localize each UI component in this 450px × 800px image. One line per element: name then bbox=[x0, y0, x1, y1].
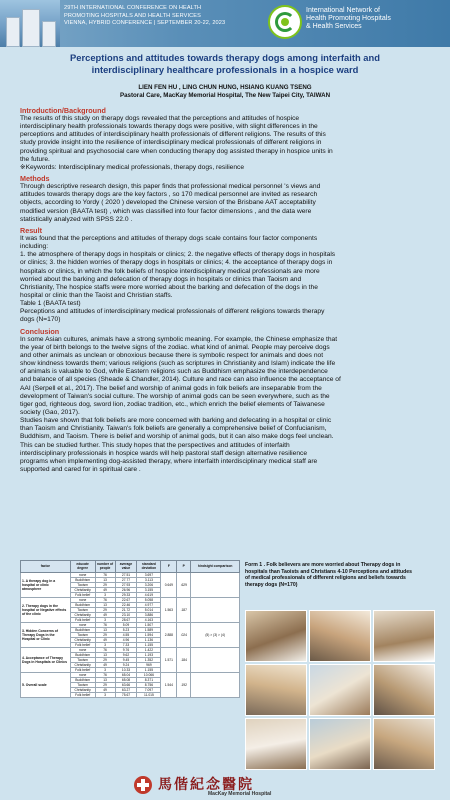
conclusion-line: development of Taiwan's social culture. The worship of animal gods can be seen everywhere, such as the bbox=[20, 392, 330, 400]
table-cell: 3.886 bbox=[137, 613, 161, 618]
poster-title bbox=[20, 52, 430, 76]
table-cell: 969 bbox=[137, 663, 161, 668]
keywords-line: ※Keywords: Interdisciplinary medical professionals, therapy dogs, resilience bbox=[20, 163, 245, 171]
table-cell: 4.619 bbox=[137, 593, 161, 598]
table-cell: 3 bbox=[95, 618, 115, 623]
conclusion-line: AAI (Serpell et al., 2017). The belief and worship of animal gods in folk beliefs are inseparable from the bbox=[20, 384, 322, 392]
p-value-cell: .629 bbox=[177, 573, 191, 598]
table-cell: Buddhism bbox=[70, 603, 95, 608]
hospital-chinese-name: 馬偕紀念醫院 bbox=[158, 777, 254, 793]
result-line: Christianity, The hospice staffs were more worried about the barking and defecation of the dogs in the bbox=[20, 283, 318, 291]
table-cell: 76 bbox=[95, 598, 115, 603]
table-cell: 1.136 bbox=[137, 638, 161, 643]
table-cell: 76 bbox=[95, 673, 115, 678]
table-cell: Folk belief bbox=[70, 668, 95, 673]
table-cell: Folk belief bbox=[70, 618, 95, 623]
table-cell: 1.193 bbox=[137, 653, 161, 658]
table-cell: 3.206 bbox=[137, 583, 161, 588]
therapy-dog-photo bbox=[245, 664, 307, 716]
table-cell: Christianity bbox=[70, 663, 95, 668]
result-line: It was found that the perceptions and attitudes of therapy dogs scale contains four factor components bbox=[20, 234, 318, 242]
table-cell: none bbox=[70, 598, 95, 603]
table-cell: 3 bbox=[95, 643, 115, 648]
table-cell: Taoism bbox=[70, 683, 95, 688]
conclusion-line: Studies have shown that folk beliefs are more concerned with barking and defecating in a hospital or clinic bbox=[20, 417, 332, 425]
f-value-cell: 1.563 bbox=[161, 598, 177, 623]
result-line: hospitals or clinics, in which the folk beliefs of hospice interdisciplinary medical professionals are more bbox=[20, 267, 320, 275]
table-cell: 13 bbox=[95, 653, 115, 658]
conference-line: VIENNA, HYBRID CONFERENCE | SEPTEMBER 20-22, 2023 bbox=[64, 20, 226, 27]
table-cell: 1.422 bbox=[137, 648, 161, 653]
col-header: hindsight comparison bbox=[191, 561, 240, 573]
result-line: including: bbox=[20, 243, 49, 251]
network-name bbox=[306, 7, 446, 32]
table-cell: 49 bbox=[95, 613, 115, 618]
table-cell: 49 bbox=[95, 588, 115, 593]
table-cell: Buddhism bbox=[70, 628, 95, 633]
intro-line: the future. bbox=[20, 155, 50, 163]
conclusion-line: This can be studied further. This study hopes that the perspectives and attitudes of interfaith bbox=[20, 441, 290, 449]
table-cell: none bbox=[70, 648, 95, 653]
table-cell: Buddhism bbox=[70, 578, 95, 583]
hindsight-cell: (5) > (3) > (4) bbox=[191, 623, 240, 648]
intro-heading: Introduction/Background bbox=[20, 106, 106, 115]
table-cell: 22.67 bbox=[115, 598, 137, 603]
title-line: interdisciplinary healthcare professionals in a hospice ward bbox=[91, 64, 359, 75]
form-caption-line: of medical professionals of different religions and beliefs towards bbox=[245, 575, 406, 582]
intro-line: interdisciplinary health professionals towards therapy dogs were positive, with slight differences in the bbox=[20, 123, 318, 131]
table-cell: Folk belief bbox=[70, 593, 95, 598]
intro-line: perceptions and attitudes of interdisciplinary health professionals of different religions. The results of this bbox=[20, 131, 326, 139]
conclusion-line: and balance of all species (Sheade & Chandler, 2014). Culture and race can also influence the acceptance of bbox=[20, 376, 341, 384]
table-cell: Taoism bbox=[70, 583, 95, 588]
result-line: Table 1 (BAATA test) bbox=[20, 300, 81, 308]
table-cell: none bbox=[70, 573, 95, 578]
table-cell: 4.163 bbox=[137, 618, 161, 623]
conclusion-line: Buddhism, and Taoism. There is belief and worship of animal gods, but it can also make dogs feel unclean. bbox=[20, 433, 334, 441]
table-cell: 3.697 bbox=[137, 573, 161, 578]
methods-line: objects, according to Yordy ( 2020 ) developed the Chinese version of the Brisbane AAT acceptability bbox=[20, 199, 316, 207]
table-cell: 49 bbox=[95, 663, 115, 668]
conclusion-line: and other animals as unclean or obnoxious because there is symbolic respect for animals and does not bbox=[20, 351, 324, 359]
table-cell: 21.72 bbox=[115, 608, 137, 613]
p-value-cell: .187 bbox=[177, 598, 191, 623]
p-value-cell: .192 bbox=[177, 673, 191, 698]
table-cell: 23.10 bbox=[115, 613, 137, 618]
network-line: & Health Services bbox=[306, 23, 362, 31]
title-line: Perceptions and attitudes towards therapy dogs among interfaith and bbox=[70, 52, 380, 63]
table-cell: Taoism bbox=[70, 633, 95, 638]
methods-line: modified version (BAATA test) , which was classified into four factor dimensions , and the data were bbox=[20, 207, 312, 215]
table-cell: 27.77 bbox=[115, 578, 137, 583]
result-line: dogs (N=170) bbox=[20, 316, 61, 324]
result-text bbox=[20, 235, 430, 325]
table-cell: 29 bbox=[95, 683, 115, 688]
factor-cell: 1. A therapy dog in a hospital or clinic atmosphere bbox=[21, 573, 71, 598]
col-header: P bbox=[177, 561, 191, 573]
network-line: International Network of bbox=[306, 7, 380, 14]
table-cell: 9.62 bbox=[115, 653, 137, 658]
table-cell: 10.33 bbox=[115, 668, 137, 673]
conclusion-line: society (Gao, 2017). bbox=[20, 409, 80, 416]
therapy-dog-photo bbox=[309, 718, 371, 770]
hospital-english-name: MacKay Memorial Hospital bbox=[208, 791, 272, 797]
col-header: number of people bbox=[95, 561, 115, 573]
network-line: Health Promoting Hospitals bbox=[306, 15, 391, 23]
table-cell: 4.55 bbox=[115, 633, 137, 638]
table-cell: Folk belief bbox=[70, 643, 95, 648]
conclusion-line: of animals is valuable to God, while Eastern religions such as Buddhism emphasize the interdependence bbox=[20, 368, 328, 376]
col-header: educate degree bbox=[70, 561, 95, 573]
hindsight-cell bbox=[191, 673, 240, 698]
table-cell: 49 bbox=[95, 688, 115, 693]
table-cell: 7.097 bbox=[137, 688, 161, 693]
therapy-dog-photo bbox=[245, 718, 307, 770]
col-header: F bbox=[161, 561, 177, 573]
table-cell: 11.015 bbox=[137, 693, 161, 698]
table-cell: 65.08 bbox=[115, 678, 137, 683]
result-line: worried about the barking and defecation of therapy dogs in hospitals or clinics than Taoism and bbox=[20, 275, 302, 283]
table-cell: 5.09 bbox=[115, 623, 137, 628]
conclusion-heading: Conclusion bbox=[20, 326, 60, 336]
methods-line: attitudes towards therapy dogs are the key factors , so 170 medical personnel are invited as research bbox=[20, 191, 318, 199]
result-line: Perceptions and attitudes of interdisciplinary medical professionals of different religions towards therapy bbox=[20, 308, 325, 316]
table-cell: 63.27 bbox=[115, 688, 137, 693]
table-cell: 7.33 bbox=[115, 643, 137, 648]
conference-info bbox=[64, 5, 264, 28]
form-caption-line: Form 1 . Folk believers are more worried about Therapy dogs in bbox=[245, 562, 401, 568]
result-line: or clinics; 3. the hidden worries of therapy dogs in hospitals or clinics; 4. the acceptance of therapy dogs in bbox=[20, 259, 333, 267]
col-header: standard deviation bbox=[137, 561, 161, 573]
f-value-cell: 2.888 bbox=[161, 623, 177, 648]
table-cell: Buddhism bbox=[70, 678, 95, 683]
table-cell: 4.96 bbox=[115, 638, 137, 643]
table-cell: 8.756 bbox=[137, 683, 161, 688]
table-cell: 10.066 bbox=[137, 673, 161, 678]
conference-line: PROMOTING HOSPITALS AND HEALTH SERVICES bbox=[64, 12, 201, 19]
poster-content bbox=[20, 52, 430, 474]
table-cell: 26.96 bbox=[115, 588, 137, 593]
table-cell: 4.977 bbox=[137, 603, 161, 608]
therapy-dog-photo bbox=[373, 718, 435, 770]
factor-cell: 5. Overall scale bbox=[21, 673, 71, 698]
table-cell: 9.76 bbox=[115, 648, 137, 653]
hph-network-logo bbox=[268, 5, 302, 39]
factor-cell: 4. Acceptance of Therapy Dogs in Hospitals or Clinics bbox=[21, 648, 71, 673]
table-row bbox=[21, 573, 240, 578]
intro-line: The results of this study on therapy dogs revealed that the perceptions and attitudes of hospice bbox=[20, 115, 300, 122]
form-caption-line: hospitals than Taoists and Christians 4-10 Perceptions and attitudes bbox=[245, 568, 413, 575]
hospital-building-photo bbox=[0, 0, 60, 47]
table-cell: 1.155 bbox=[137, 643, 161, 648]
table-header-row bbox=[21, 561, 240, 573]
intro-text bbox=[20, 115, 430, 172]
conclusion-line: the year of birth belongs to the twelve signs of the zodiac. what kind of animal. People may perceive dogs bbox=[20, 343, 330, 351]
p-value-cell: .184 bbox=[177, 648, 191, 673]
table-cell: 65.04 bbox=[115, 673, 137, 678]
table-cell: 1.589 bbox=[137, 628, 161, 633]
result-heading: Result bbox=[20, 225, 42, 235]
methods-line: statistically analyzed with SPSS 22.0 . bbox=[20, 215, 133, 223]
p-value-cell: .024 bbox=[177, 623, 191, 648]
table-cell: 3 bbox=[95, 593, 115, 598]
f-value-cell: 1.571 bbox=[161, 648, 177, 673]
table-cell: 8.371 bbox=[137, 678, 161, 683]
footer bbox=[0, 774, 450, 800]
therapy-dog-photo bbox=[245, 610, 307, 662]
table-cell: 1.594 bbox=[137, 633, 161, 638]
conclusion-line: show kindness towards them; various religions (such as scriptures in Christianity and Islam) indicate the life bbox=[20, 360, 336, 368]
table-cell: 3 bbox=[95, 668, 115, 673]
result-line: 1. the atmosphere of therapy dogs in hospitals or clinics; 2. the negative effects of therapy dogs in hospitals bbox=[20, 251, 336, 259]
therapy-dog-photos bbox=[245, 610, 435, 770]
table-cell: 49 bbox=[95, 638, 115, 643]
f-value-cell: 1.544 bbox=[161, 673, 177, 698]
table-cell: 3.155 bbox=[137, 588, 161, 593]
therapy-dog-photo bbox=[309, 610, 371, 662]
table-cell: 29.33 bbox=[115, 593, 137, 598]
table-cell: 13 bbox=[95, 578, 115, 583]
table-cell: 29 bbox=[95, 633, 115, 638]
form-caption bbox=[245, 562, 435, 588]
authors: LIEN FEN HU , LING CHUN HUNG, HSIANG KUANG TSENG bbox=[138, 84, 312, 91]
therapy-dog-photo bbox=[309, 664, 371, 716]
table-cell: 5.058 bbox=[137, 598, 161, 603]
table-cell: Folk belief bbox=[70, 693, 95, 698]
table-cell: Taoism bbox=[70, 658, 95, 663]
affiliation: Pastoral Care, MacKay Memorial Hospital, The New Taipei City, TAIWAN bbox=[119, 92, 331, 99]
f-value-cell: 0.649 bbox=[161, 573, 177, 598]
table-cell: Taoism bbox=[70, 608, 95, 613]
table-cell: 29 bbox=[95, 583, 115, 588]
table-row bbox=[21, 598, 240, 603]
table-cell: 22.46 bbox=[115, 603, 137, 608]
hindsight-cell bbox=[191, 648, 240, 673]
intro-line: providing spiritual and psychosocial care when conducting therapy dog assisted therapy in hospice units in bbox=[20, 147, 333, 155]
conference-line: 29TH INTERNATIONAL CONFERENCE ON HEALTH bbox=[64, 5, 202, 11]
table-cell: 29 bbox=[95, 658, 115, 663]
table-cell: 1.352 bbox=[137, 658, 161, 663]
conference-header bbox=[0, 0, 450, 47]
form-caption-line: therapy dogs (N=170) bbox=[245, 581, 298, 588]
table-cell: 9.45 bbox=[115, 658, 137, 663]
conclusion-text bbox=[20, 336, 430, 475]
table-cell: 76 bbox=[95, 573, 115, 578]
table-cell: 28.67 bbox=[115, 618, 137, 623]
table-cell: none bbox=[70, 623, 95, 628]
methods-heading: Methods bbox=[20, 174, 50, 184]
factor-cell: 2. Therapy dogs in the hospital or Negative effects of the clinic bbox=[21, 598, 71, 623]
hindsight-cell bbox=[191, 573, 240, 598]
conclusion-line: In some Asian cultures, animals have a strong symbolic meaning. For example, the Chinese emphasize that bbox=[20, 335, 338, 343]
hindsight-cell bbox=[191, 598, 240, 623]
table-cell: Christianity bbox=[70, 688, 95, 693]
methods-line: Through descriptive research design, this paper finds that professional medical personnel 's views and bbox=[20, 183, 321, 191]
table-cell: 27.93 bbox=[115, 583, 137, 588]
table-cell: Christianity bbox=[70, 588, 95, 593]
table-cell: 63.66 bbox=[115, 683, 137, 688]
table-row bbox=[21, 673, 240, 678]
table-cell: 9.24 bbox=[115, 663, 137, 668]
methods-text bbox=[20, 183, 430, 224]
factor-cell: 3. Hidden Concerns of Therapy Dogs in the Hospital or Clinic bbox=[21, 623, 71, 648]
conclusion-line: than Taoism and Christianity. Taiwan's folk beliefs are generally a comprehensive belief of Confucianism, bbox=[20, 425, 327, 433]
mackay-cross-logo bbox=[134, 776, 152, 794]
conclusion-line: supported and cared for in spiritual care . bbox=[20, 466, 141, 474]
col-header: factor bbox=[21, 561, 71, 573]
table-cell: 13 bbox=[95, 678, 115, 683]
table-cell: 29 bbox=[95, 608, 115, 613]
intro-line: study provide insight into the resilience of interdisciplinary medical professionals of different religions in bbox=[20, 139, 322, 147]
conclusion-line: interdisciplinary professionals in hospice wards will help pastoral staff design alternative resilience bbox=[20, 449, 308, 457]
table-cell: 76 bbox=[95, 648, 115, 653]
table-cell: 3.113 bbox=[137, 578, 161, 583]
conclusion-line: tiger god, righteous dog, sword lion, zodiac tradition, etc., which enrich the belief elements of Taiwanese bbox=[20, 400, 325, 408]
table-cell: Christianity bbox=[70, 638, 95, 643]
table-cell: 13 bbox=[95, 603, 115, 608]
results-panel bbox=[20, 560, 430, 770]
table-cell: 76 bbox=[95, 623, 115, 628]
col-header: average value bbox=[115, 561, 137, 573]
table-cell: 13 bbox=[95, 628, 115, 633]
result-line: hospital or clinic than the Taoist and Christian staffs. bbox=[20, 291, 173, 299]
table-cell: 27.51 bbox=[115, 573, 137, 578]
table-cell: 5.23 bbox=[115, 628, 137, 633]
table-cell: 3 bbox=[95, 693, 115, 698]
therapy-dog-photo bbox=[373, 610, 435, 662]
table-cell: Buddhism bbox=[70, 653, 95, 658]
therapy-dog-photo bbox=[373, 664, 435, 716]
table-cell: 75.67 bbox=[115, 693, 137, 698]
table-cell: 5.014 bbox=[137, 608, 161, 613]
table-cell: 1.507 bbox=[137, 623, 161, 628]
conclusion-line: programs when implementing dog-assisted therapy, where interfaith interdisciplinary medical staff are bbox=[20, 457, 318, 465]
baata-table bbox=[20, 560, 240, 698]
table-cell: Christianity bbox=[70, 613, 95, 618]
table-cell: 1.155 bbox=[137, 668, 161, 673]
table-cell: none bbox=[70, 673, 95, 678]
